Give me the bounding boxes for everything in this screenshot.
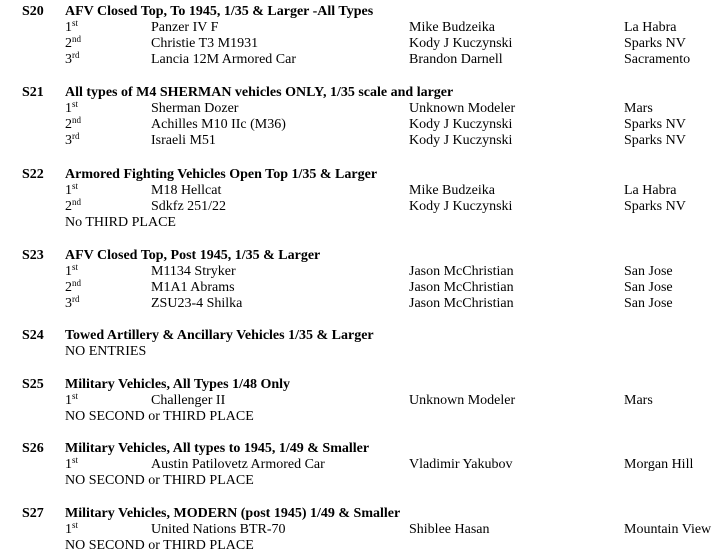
entry-name: Austin Patilovetz Armored Car	[151, 457, 325, 472]
place-label	[65, 457, 78, 473]
place-suffix: st	[72, 181, 79, 191]
modeler-name: Brandon Darnell	[409, 52, 503, 67]
category-title: Armored Fighting Vehicles Open Top 1/35 & Larger	[65, 167, 378, 182]
modeler-name: Kody J Kuczynski	[409, 199, 513, 214]
category-code: S27	[22, 506, 44, 521]
place-number: 3	[65, 133, 72, 148]
place-suffix: st	[72, 391, 79, 401]
entry-name: United Nations BTR-70	[151, 522, 286, 537]
place-suffix: rd	[72, 131, 80, 141]
result-row	[0, 280, 723, 296]
place-suffix: st	[72, 455, 79, 465]
result-row	[0, 522, 723, 538]
modeler-name: Unknown Modeler	[409, 101, 516, 116]
modeler-city: La Habra	[624, 20, 677, 35]
place-suffix: st	[72, 520, 79, 530]
entry-name: M1A1 Abrams	[151, 280, 235, 295]
entry-name: Achilles M10 IIc (M36)	[151, 117, 286, 132]
place-number: 3	[65, 52, 72, 67]
modeler-city: Sparks NV	[624, 133, 686, 148]
category-code: S23	[22, 248, 44, 263]
result-row	[0, 117, 723, 133]
place-suffix: rd	[72, 294, 80, 304]
modeler-city: Morgan Hill	[624, 457, 694, 472]
place-number: 1	[65, 20, 72, 35]
place-number: 2	[65, 36, 72, 51]
result-row	[0, 183, 723, 199]
place-number: 1	[65, 101, 72, 116]
entry-name: Sherman Dozer	[151, 101, 239, 116]
place-label	[65, 522, 78, 538]
category-title: Military Vehicles, MODERN (post 1945) 1/49 & Smaller	[65, 506, 401, 521]
modeler-city: San Jose	[624, 280, 673, 295]
modeler-city: Sparks NV	[624, 117, 686, 132]
category-code: S24	[22, 328, 44, 343]
result-row	[0, 296, 723, 312]
entry-name: M1134 Stryker	[151, 264, 236, 279]
place-suffix: nd	[72, 197, 81, 207]
entry-name: M18 Hellcat	[151, 183, 222, 198]
place-number: 1	[65, 264, 72, 279]
category-title: Military Vehicles, All Types 1/48 Only	[65, 377, 291, 392]
modeler-city: Sparks NV	[624, 199, 686, 214]
place-suffix: st	[72, 18, 79, 28]
modeler-city: Mountain View	[624, 522, 712, 537]
result-row	[0, 20, 723, 36]
result-row	[0, 393, 723, 409]
place-label	[65, 199, 81, 215]
modeler-name: Unknown Modeler	[409, 393, 516, 408]
category-code: S26	[22, 441, 44, 456]
category-code: S25	[22, 377, 44, 392]
entry-name: Panzer IV F	[151, 20, 219, 35]
place-suffix: st	[72, 99, 79, 109]
category-code: S20	[22, 4, 44, 19]
placement-note: No THIRD PLACE	[65, 215, 176, 230]
place-number: 1	[65, 457, 72, 472]
modeler-name: Mike Budzeika	[409, 20, 495, 35]
place-number: 1	[65, 522, 72, 537]
place-label	[65, 52, 80, 68]
category-title: AFV Closed Top, Post 1945, 1/35 & Larger	[65, 248, 321, 263]
result-row	[0, 52, 723, 68]
modeler-city: San Jose	[624, 296, 673, 311]
modeler-name: Jason McChristian	[409, 296, 514, 311]
modeler-city: La Habra	[624, 183, 677, 198]
category-title: AFV Closed Top, To 1945, 1/35 & Larger -All Types	[65, 4, 374, 19]
modeler-name: Vladimir Yakubov	[409, 457, 513, 472]
placement-note: NO SECOND or THIRD PLACE	[65, 409, 254, 424]
category-title: Military Vehicles, All types to 1945, 1/49 & Smaller	[65, 441, 370, 456]
result-row	[0, 101, 723, 117]
result-row	[0, 133, 723, 149]
entry-name: Christie T3 M1931	[151, 36, 259, 51]
place-suffix: st	[72, 262, 79, 272]
category-code: S22	[22, 167, 44, 182]
entry-name: Sdkfz 251/22	[151, 199, 227, 214]
place-number: 3	[65, 296, 72, 311]
entry-name: Challenger II	[151, 393, 226, 408]
place-number: 1	[65, 393, 72, 408]
modeler-city: Mars	[624, 393, 653, 408]
modeler-name: Jason McChristian	[409, 264, 514, 279]
placement-note: NO ENTRIES	[65, 344, 147, 359]
modeler-name: Kody J Kuczynski	[409, 36, 513, 51]
place-suffix: nd	[72, 34, 81, 44]
result-row	[0, 36, 723, 52]
modeler-name: Mike Budzeika	[409, 183, 495, 198]
modeler-name: Shiblee Hasan	[409, 522, 490, 537]
result-row	[0, 264, 723, 280]
modeler-city: Sacramento	[624, 52, 691, 67]
entry-name: ZSU23-4 Shilka	[151, 296, 243, 311]
place-suffix: nd	[72, 278, 81, 288]
place-suffix: nd	[72, 115, 81, 125]
place-label	[65, 393, 78, 409]
place-number: 1	[65, 183, 72, 198]
place-label	[65, 133, 80, 149]
modeler-city: Mars	[624, 101, 653, 116]
category-title: Towed Artillery & Ancillary Vehicles 1/35 & Larger	[65, 328, 374, 343]
category-title: All types of M4 SHERMAN vehicles ONLY, 1/35 scale and larger	[65, 85, 454, 100]
place-suffix: rd	[72, 50, 80, 60]
place-number: 2	[65, 199, 72, 214]
category-code: S21	[22, 85, 44, 100]
modeler-name: Jason McChristian	[409, 280, 514, 295]
entry-name: Lancia 12M Armored Car	[151, 52, 297, 67]
result-row	[0, 457, 723, 473]
modeler-city: Sparks NV	[624, 36, 686, 51]
placement-note: NO SECOND or THIRD PLACE	[65, 473, 254, 488]
result-row	[0, 199, 723, 215]
modeler-city: San Jose	[624, 264, 673, 279]
place-number: 2	[65, 280, 72, 295]
place-number: 2	[65, 117, 72, 132]
placement-note: NO SECOND or THIRD PLACE	[65, 538, 254, 553]
entry-name: Israeli M51	[151, 133, 216, 148]
modeler-name: Kody J Kuczynski	[409, 133, 513, 148]
place-label	[65, 296, 80, 312]
modeler-name: Kody J Kuczynski	[409, 117, 513, 132]
